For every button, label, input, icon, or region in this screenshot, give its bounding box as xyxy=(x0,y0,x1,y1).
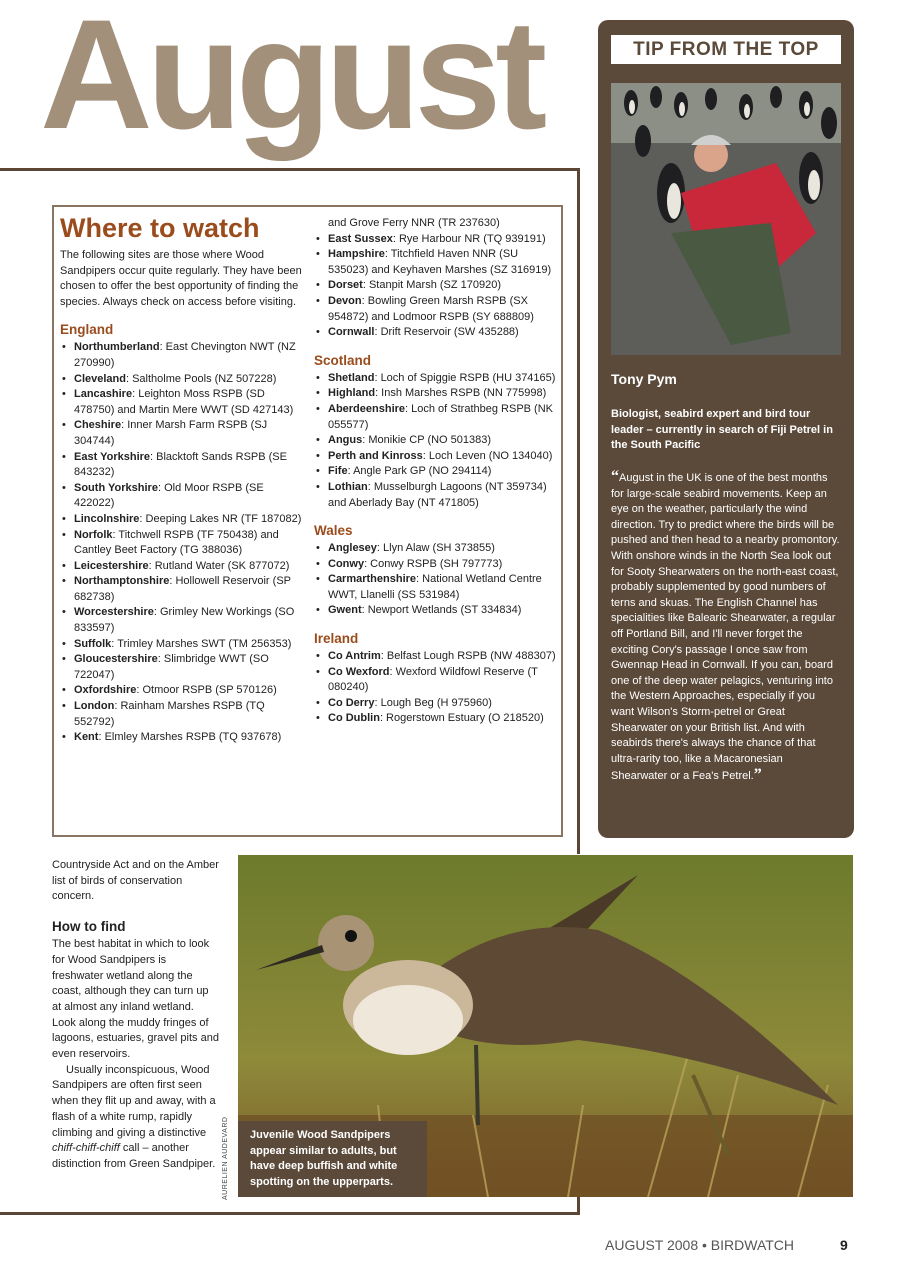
tip-author-role: Biologist, seabird expert and bird tour leader – currently in search of Fiji Petrel in the South Pacific xyxy=(611,408,833,451)
site-item: • Devon: Bowling Green Marsh RSPB (SX 954872) and Lodmoor RSPB (SY 688809) xyxy=(314,294,558,325)
tip-header: TIP FROM THE TOP xyxy=(611,35,841,64)
scotland-site-list xyxy=(314,371,558,511)
how-to-find-heading: How to find xyxy=(52,919,126,935)
tip-quote xyxy=(611,469,841,785)
site-item: • Leicestershire: Rutland Water (SK 877072) xyxy=(60,559,305,575)
site-item: • Northamptonshire: Hollowell Reservoir (SP 682738) xyxy=(60,574,305,605)
site-item: • Co Dublin: Rogerstown Estuary (O 218520) xyxy=(314,711,558,727)
ireland-site-list xyxy=(314,649,558,727)
site-item: • Gwent: Newport Wetlands (ST 334834) xyxy=(314,603,558,619)
site-item: • Shetland: Loch of Spiggie RSPB (HU 374165) xyxy=(314,371,558,387)
region-heading-ireland: Ireland xyxy=(314,631,359,647)
site-item: • Oxfordshire: Otmoor RSPB (SP 570126) xyxy=(60,683,305,699)
page-headline: August xyxy=(40,0,542,162)
how-to-find-para-1: The best habitat in which to look for Wood Sandpipers is freshwater wetland along the coast, although they can turn up at almost any inland wetland. Look along the muddy fringes of lagoons, estuaries, gravel pits and even reservoirs. xyxy=(52,938,219,1061)
site-item: • Dorset: Stanpit Marsh (SZ 170920) xyxy=(314,278,558,294)
close-quote-mark: ” xyxy=(753,766,762,784)
site-item: • South Yorkshire: Old Moor RSPB (SE 422022) xyxy=(60,481,305,512)
site-item: • Northumberland: East Chevington NWT (NZ 270990) xyxy=(60,340,305,371)
site-item: • Co Derry: Lough Beg (H 975960) xyxy=(314,696,558,712)
site-item: • Anglesey: Llyn Alaw (SH 373855) xyxy=(314,541,558,557)
england-site-list xyxy=(60,340,305,745)
site-item: • Co Antrim: Belfast Lough RSPB (NW 488307) xyxy=(314,649,558,665)
region-heading-england: England xyxy=(60,322,114,338)
footer-issue: AUGUST 2008 • BIRDWATCH xyxy=(605,1237,795,1253)
tip-author-photo xyxy=(611,83,841,355)
site-item: • Hampshire: Titchfield Haven NNR (SU 535023) and Keyhaven Marshes (SZ 316919) xyxy=(314,247,558,278)
open-quote-mark: “ xyxy=(611,468,619,485)
site-item: • Co Wexford: Wexford Wildfowl Reserve (T 080240) xyxy=(314,665,558,696)
wales-site-list xyxy=(314,541,558,619)
tip-quote-text: August in the UK is one of the best months for large-scale seabird movements. Keep an eye on the weather, particularly the wind direction. Try to predict where the birds will be pushed and then head to a nearby promontory. With onshore winds in the North Sea look out for Sooty Shearwaters on the north-east coast, probably supplemented by good numbers of terns and skuas. The English Channel has specialities like Balearic Shearwater, a regular off Portland Bill, and I'll never forget the exciting Cory's passage I once saw from Gwennap Head in Cornwall. If you can, board one of the deep water pelagics, venturing into the Western Approaches, especially if you want Wilson's Storm-petrel or Great Shearwater on your British list. And with seabirds there's always the chance of that ultra-rarity too, like a Macaronesian Shearwater or a Fea's Petrel. xyxy=(611,472,840,783)
site-item: • Kent: Elmley Marshes RSPB (TQ 937678) xyxy=(60,730,305,746)
site-item: • Lincolnshire: Deeping Lakes NR (TF 187082) xyxy=(60,512,305,528)
site-item: • Norfolk: Titchwell RSPB (TF 750438) and Cantley Beet Factory (TG 388036) xyxy=(60,528,305,559)
penguin-colony-illustration xyxy=(611,83,841,355)
where-to-watch-intro: The following sites are those where Wood Sandpipers occur quite regularly. They have been chosen to offer the best opportunity of finding the species. Always check on access before visiting. xyxy=(60,249,302,308)
site-item: • London: Rainham Marshes RSPB (TQ 552792) xyxy=(60,699,305,730)
england-site-list-continued xyxy=(314,232,558,341)
photo-caption: Juvenile Wood Sandpipers appear similar to adults, but have deep buffish and white spotting on the upperparts. xyxy=(238,1121,427,1197)
frame-line-top xyxy=(0,168,580,171)
where-to-watch-column-1 xyxy=(60,212,305,746)
intro-continued: Countryside Act and on the Amber list of birds of conservation concern. xyxy=(52,859,219,903)
page-number: 9 xyxy=(840,1237,848,1253)
site-item: • Perth and Kinross: Loch Leven (NO 134040) xyxy=(314,449,558,465)
site-item: • Worcestershire: Grimley New Workings (SO 833597) xyxy=(60,605,305,636)
tip-author-name: Tony Pym xyxy=(611,371,677,387)
frame-line-bottom xyxy=(0,1212,580,1215)
site-item: • Gloucestershire: Slimbridge WWT (SO 722047) xyxy=(60,652,305,683)
site-item: • Cornwall: Drift Reservoir (SW 435288) xyxy=(314,325,558,341)
site-item: • Lancashire: Leighton Moss RSPB (SD 478750) and Martin Mere WWT (SD 427143) xyxy=(60,387,305,418)
site-item: • Cleveland: Saltholme Pools (NZ 507228) xyxy=(60,372,305,388)
site-item: • Cheshire: Inner Marsh Farm RSPB (SJ 304744) xyxy=(60,418,305,449)
site-item: • Carmarthenshire: National Wetland Centre WWT, Llanelli (SS 531984) xyxy=(314,572,558,603)
site-item: • Highland: Insh Marshes RSPB (NN 775998) xyxy=(314,386,558,402)
frame-line-right-lower xyxy=(577,1195,580,1213)
site-item: • Lothian: Musselburgh Lagoons (NT 359734) and Aberlady Bay (NT 471805) xyxy=(314,480,558,511)
where-to-watch-column-2 xyxy=(314,216,558,727)
photo-credit: AURELIEN AUDEVARD xyxy=(222,1116,229,1200)
site-item: • Aberdeenshire: Loch of Strathbeg RSPB (NK 055577) xyxy=(314,402,558,433)
frame-line-right xyxy=(577,168,580,854)
site-item: • Conwy: Conwy RSPB (SH 797773) xyxy=(314,557,558,573)
site-item: • East Sussex: Rye Harbour NR (TQ 939191) xyxy=(314,232,558,248)
site-item: • Suffolk: Trimley Marshes SWT (TM 256353) xyxy=(60,637,305,653)
site-item: • East Yorkshire: Blacktoft Sands RSPB (SE 843232) xyxy=(60,450,305,481)
region-heading-wales: Wales xyxy=(314,523,353,539)
kent-continued: and Grove Ferry NNR (TR 237630) xyxy=(328,217,500,229)
region-heading-scotland: Scotland xyxy=(314,352,372,368)
how-to-find-para-2: Usually inconspicuous, Wood Sandpipers are often first seen when they flit up and away, with a flash of a white rump, rapidly climbing and giving a distinctive chiff-chiff-chiff call – another distinction from Green Sandpiper. xyxy=(52,1063,216,1170)
site-item: • Angus: Monikie CP (NO 501383) xyxy=(314,433,558,449)
site-item: • Fife: Angle Park GP (NO 294114) xyxy=(314,464,558,480)
where-to-watch-title: Where to watch xyxy=(60,213,260,243)
article-body-lower xyxy=(52,858,220,1173)
